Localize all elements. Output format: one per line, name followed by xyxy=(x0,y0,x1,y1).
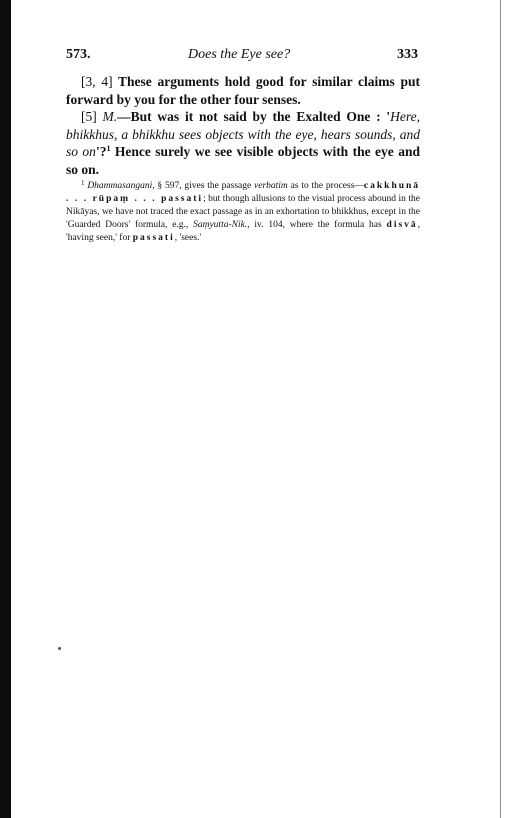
paragraph-text: —But was it not said by the Exalted One : ' xyxy=(117,109,391,124)
speaker-label: M. xyxy=(102,109,118,124)
footnote-segment: § 597, gives the passage xyxy=(157,181,252,191)
footnote-segment: , 'sees.' xyxy=(174,233,202,243)
paragraph-ref: [5] xyxy=(81,109,97,124)
paragraph-text: '? xyxy=(95,144,107,159)
paragraph-1 xyxy=(66,73,420,108)
footnote-segment: as to the process— xyxy=(290,181,364,191)
paragraph-ref: [3, 4] xyxy=(81,74,113,89)
scan-speck xyxy=(58,647,61,650)
footnote-text xyxy=(66,180,420,245)
page-number-right: 333 xyxy=(397,47,418,62)
pali-word: disvā xyxy=(386,220,418,230)
running-header xyxy=(66,47,418,67)
paragraph-2 xyxy=(66,108,420,178)
page-number-left: 573. xyxy=(66,47,91,62)
source-title: Dhammasangani, xyxy=(87,181,155,191)
footnote-segment: , 'having seen,' for xyxy=(66,220,421,243)
pali-word: passati xyxy=(132,233,175,243)
source-title: Saṃyutta-Nik., xyxy=(193,220,250,230)
footnote xyxy=(66,180,420,245)
paragraph-text: Hence surely we see visible objects with the eye and so on. xyxy=(66,144,420,177)
footnote-marker: 1 xyxy=(106,144,111,153)
footnote-segment: iv. 104, where the formula has xyxy=(254,220,382,230)
verbatim-term: verbatim xyxy=(254,181,288,191)
paragraph-text: These arguments hold good for similar claims put forward by you for the other four senses. xyxy=(66,74,420,107)
scan-page-edge xyxy=(500,0,501,818)
main-text xyxy=(66,73,420,178)
footnote-number: 1 xyxy=(81,179,85,187)
footnote-segment: ; but though allusions to the visual process abound in the Nikāyas, we have not traced the exact passage as in an exhortation to bhikkhus, except in the 'Guarded Doors' formula, e.g., xyxy=(66,194,420,230)
running-title: Does the Eye see? xyxy=(188,47,291,62)
quoted-sutta: Here, bhikkhus, a bhikkhu sees objects with the eye, hears sounds, and so on xyxy=(66,109,421,159)
scan-binding-edge xyxy=(0,0,11,818)
pali-phrase: cakkhunā . . . rūpaṃ . . . passati xyxy=(66,181,421,204)
